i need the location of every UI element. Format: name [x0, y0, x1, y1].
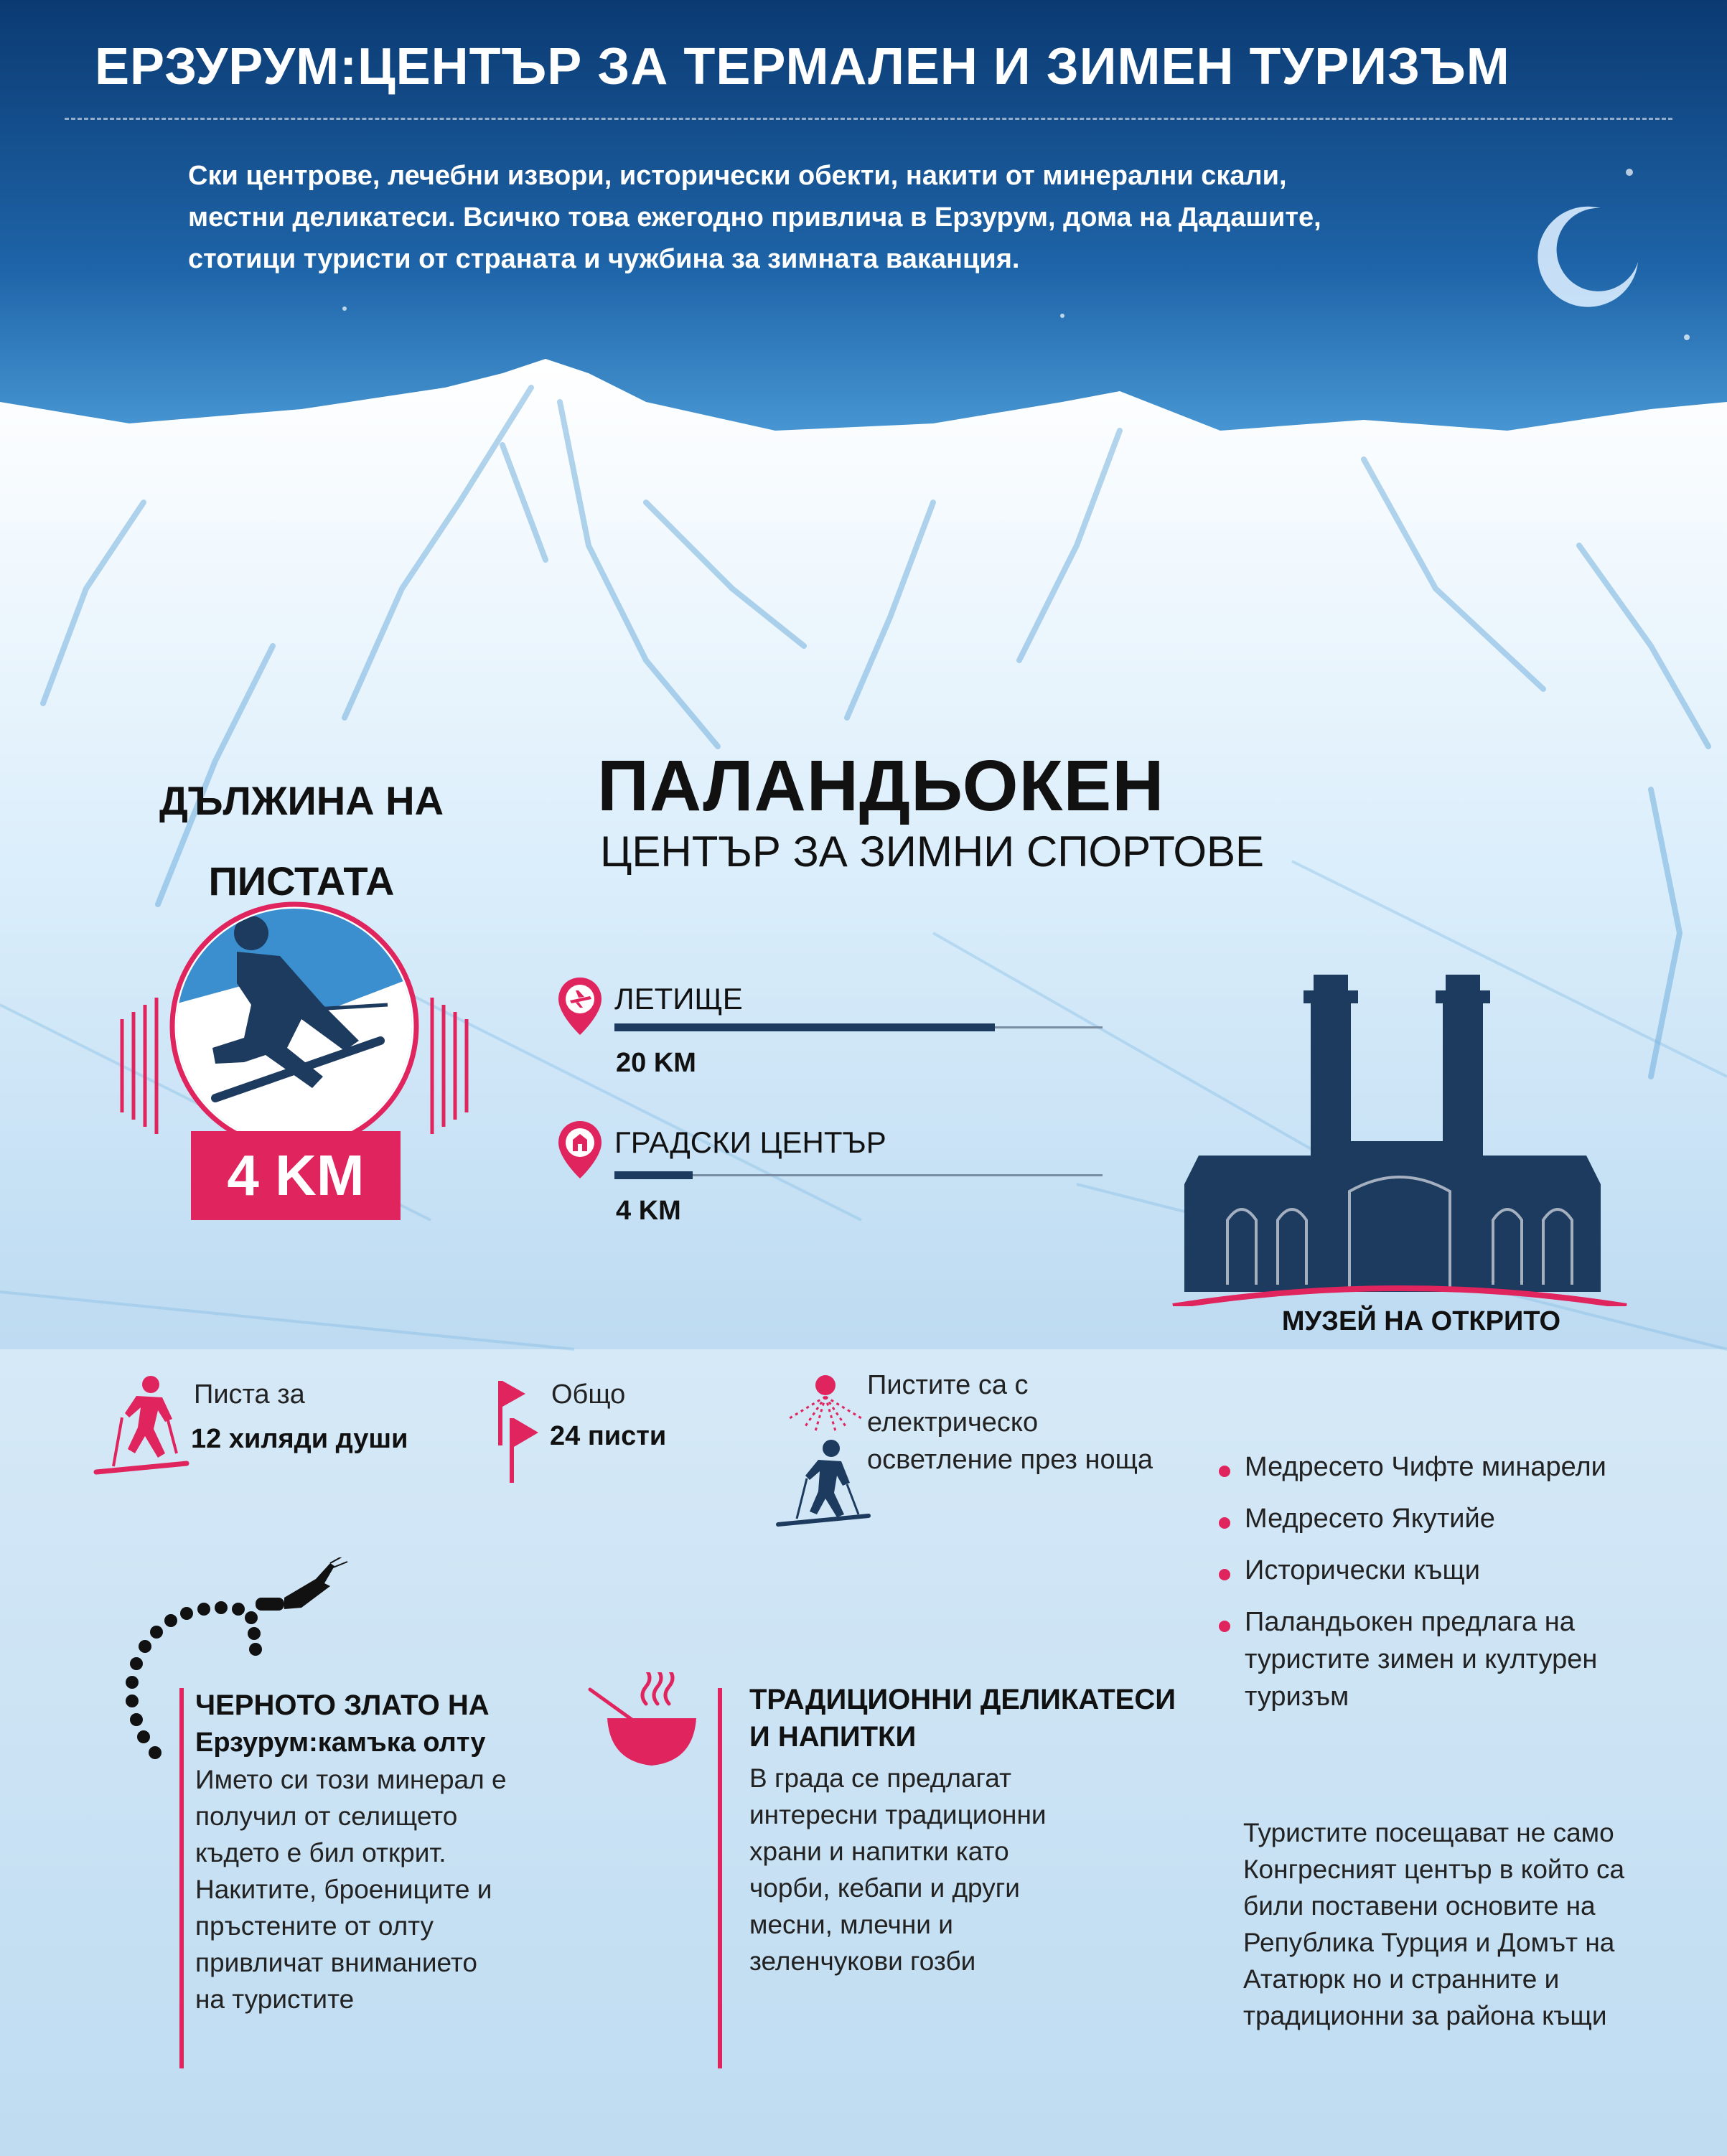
bullet-icon	[1219, 1517, 1230, 1529]
city-distance-bar	[614, 1171, 693, 1179]
soup-bowl-icon	[586, 1672, 701, 1773]
intro-line: местни деликатеси. Всичко това ежегодно привлича в Ерзурум, дома на Дадашите,	[188, 202, 1321, 233]
flags-icon	[488, 1378, 546, 1486]
skier-pink-icon	[93, 1374, 194, 1482]
list-item: Исторически къщи	[1213, 1552, 1658, 1589]
oltu-line: пръстените от олту	[195, 1911, 434, 1941]
slope-length-value: 4 KM	[227, 1143, 365, 1207]
oltu-line: получил от селището	[195, 1801, 458, 1831]
intro-line: Ски центрове, лечебни извори, исторически обекти, накити от минерални скали,	[188, 161, 1287, 191]
museum-label: МУЗЕЙ НА ОТКРИТО	[1281, 1306, 1561, 1336]
airport-distance: 20 KM	[616, 1048, 696, 1078]
oltu-line: привличат вниманието	[195, 1948, 477, 1977]
slope-title-line: ДЪЛЖИНА НА	[159, 778, 444, 823]
food-line: интересни традиционни	[749, 1800, 1047, 1829]
closing-line: били поставени основите на	[1243, 1891, 1596, 1921]
oltu-line: Името си този минерал е	[195, 1765, 507, 1794]
slope-title-line: ПИСТАТА	[208, 858, 395, 904]
food-line: В града се предлагат	[749, 1763, 1011, 1793]
bullet-icon	[1219, 1569, 1230, 1580]
oltu-line: на туристите	[195, 1984, 355, 2014]
food-text	[749, 1760, 1209, 1979]
intro-text	[188, 155, 1552, 280]
lighting-text	[867, 1367, 1153, 1478]
oltu-section	[195, 1687, 597, 2017]
food-line: зеленчукови гозби	[749, 1946, 976, 1976]
airport-distance-bar	[614, 1023, 995, 1031]
oltu-heading: ЧЕРНОТО ЗЛАТО НА	[195, 1689, 490, 1721]
capacity-value: 12 хиляди души	[191, 1424, 408, 1454]
list-item: Паландьокен предлага на туристите зимен и културен туризъм	[1213, 1603, 1658, 1715]
city-distance: 4 KM	[616, 1196, 681, 1226]
food-accent-line	[718, 1688, 722, 2068]
closing-line: Република Турция и Домът на	[1243, 1928, 1615, 1957]
lighting-line: Пистите са с	[867, 1370, 1029, 1400]
closing-line: Туристите посещават не само	[1243, 1818, 1614, 1847]
oltu-text	[195, 1761, 597, 2017]
food-section	[749, 1681, 1209, 1979]
closing-text	[1243, 1814, 1688, 2034]
airport-label: ЛЕТИЩЕ	[614, 982, 743, 1016]
resort-subtitle: ЦЕНТЪР ЗА ЗИМНИ СПОРТОВЕ	[600, 828, 1265, 876]
lighting-line: електрическо	[867, 1407, 1039, 1438]
food-heading-line: И НАПИТКИ	[749, 1721, 917, 1753]
closing-line: Конгресният център в който са	[1243, 1855, 1625, 1884]
title-divider	[65, 118, 1672, 120]
food-line: чорби, кебапи и други	[749, 1873, 1020, 1903]
total-label: Общо	[551, 1379, 626, 1410]
madrasa-icon	[1170, 969, 1629, 1306]
resort-name: ПАЛАНДЬОКЕН	[597, 746, 1165, 826]
city-center-label: ГРАДСКИ ЦЕНТЪР	[614, 1125, 886, 1159]
list-item: Медресето Чифте минарели	[1213, 1448, 1658, 1486]
oltu-line: Накитите, броениците и	[195, 1875, 492, 1904]
list-item: Медресето Якутийе	[1213, 1500, 1658, 1537]
oltu-subheading: Ерзурум:камъка олту	[195, 1728, 486, 1758]
oltu-line: където е бил открит.	[195, 1838, 446, 1867]
airport-pin-icon	[557, 976, 603, 1036]
food-line: храни и напитки като	[749, 1837, 1009, 1866]
bullet-icon	[1219, 1621, 1230, 1632]
oltu-accent-line	[179, 1688, 184, 2068]
city-pin-icon	[557, 1120, 603, 1180]
food-heading-line: ТРАДИЦИОННИ ДЕЛИКАТЕСИ	[749, 1684, 1176, 1715]
night-skiing-icon	[775, 1371, 876, 1529]
total-value: 24 писти	[550, 1421, 667, 1451]
closing-line: традиционни за района къщи	[1243, 2001, 1607, 2030]
museum-list	[1213, 1448, 1658, 1730]
capacity-label: Писта за	[194, 1379, 305, 1410]
lighting-line: осветление през нощa	[867, 1445, 1153, 1475]
page-title: ЕРЗУРУМ:ЦЕНТЪР ЗА ТЕРМАЛЕН И ЗИМЕН ТУРИЗЪМ	[95, 38, 1510, 95]
bullet-icon	[1219, 1466, 1230, 1477]
intro-line: стотици туристи от страната и чужбина за зимната ваканция.	[188, 244, 1020, 274]
food-line: месни, млечни и	[749, 1910, 953, 1939]
closing-line: Ататюрк но и странните и	[1243, 1964, 1560, 1994]
